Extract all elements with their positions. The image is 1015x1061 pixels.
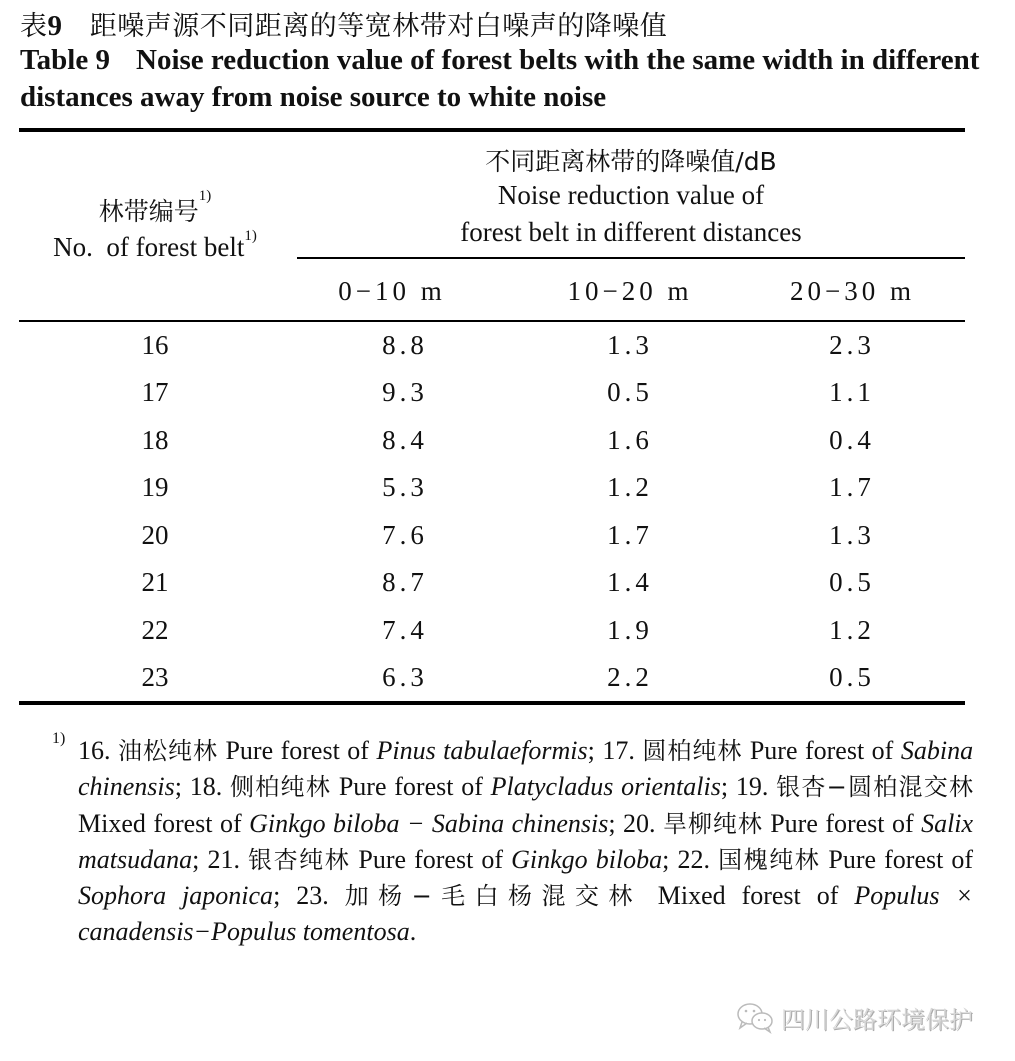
value-0-10: 6.3: [382, 662, 428, 692]
column-header-0-10: 0−10 m: [338, 276, 446, 306]
footnote-item: 22. 国槐纯林 Pure forest of Sophora japonica;: [78, 844, 974, 911]
value-0-10: 7.6: [382, 520, 428, 550]
column-header-20-30: 20−30 m: [790, 276, 915, 306]
forest-belt-no: 20: [141, 520, 169, 550]
value-10-20: 1.9: [607, 615, 653, 645]
value-20-30: 0.5: [829, 567, 875, 597]
value-10-20: 1.3: [607, 330, 653, 360]
footnote-item: 23. 加杨−毛白杨混交林 Mixed forest of Populus × canadensis−Populus tomentosa.: [78, 881, 974, 947]
value-0-10: 8.8: [382, 330, 428, 360]
table-caption-en: [20, 42, 980, 116]
value-10-20: 1.6: [607, 425, 653, 455]
wechat-icon: [735, 1002, 775, 1040]
forest-belt-no: 17: [141, 377, 169, 407]
row-header-en: No. of forest belt$^{1)}$: [53, 228, 257, 262]
value-20-30: 0.5: [829, 662, 875, 692]
header-bottom-rule: [19, 320, 965, 322]
value-0-10: 8.7: [382, 567, 428, 597]
caption-label-cn: 表: [20, 11, 48, 42]
value-20-30: 1.3: [829, 520, 875, 550]
footnote-item: 21. 银杏纯林 Pure forest of Ginkgo biloba;: [207, 844, 670, 874]
caption-title-cn: 距噪声源不同距离的等宽林带对白噪声的降噪值: [89, 11, 668, 42]
value-0-10: 7.4: [382, 615, 428, 645]
row-header-cn: 林带编号$^{1)}$: [98, 188, 212, 226]
value-10-20: 1.4: [607, 567, 653, 597]
top-rule: [19, 128, 965, 132]
value-0-10: 5.3: [382, 472, 428, 502]
value-0-10: 9.3: [382, 377, 428, 407]
value-20-30: 2.3: [829, 330, 875, 360]
value-20-30: 1.2: [829, 615, 875, 645]
caption-label-en: Table 9: [20, 44, 110, 76]
footnote-item: 20. 旱柳纯林 Pure forest of Salix matsudana;: [78, 808, 974, 874]
value-10-20: 2.2: [607, 662, 653, 692]
watermark: [735, 1000, 973, 1040]
footnote: [78, 733, 973, 950]
forest-belt-no: 23: [141, 662, 169, 692]
table-caption-cn: [20, 4, 667, 43]
forest-belt-no: 18: [141, 425, 169, 455]
group-header-cn: 不同距离林带的降噪值/dB: [485, 147, 777, 176]
value-10-20: 1.2: [607, 472, 653, 502]
watermark-text: 四川公路环境保护: [781, 1006, 973, 1034]
forest-belt-no: 19: [141, 472, 169, 502]
caption-title-en: Noise reduction value of forest belts with the same width in different distances away from noise source to white noise: [20, 44, 980, 113]
footnote-item: 18. 侧柏纯林 Pure forest of Platycladus orientalis;: [189, 772, 729, 802]
footnote-item: 19. 银杏−圆柏混交林 Mixed forest of Ginkgo biloba − Sabina chinensis;: [78, 772, 974, 838]
caption-number: 9: [47, 10, 63, 42]
footnote-item: 17. 圆柏纯林 Pure forest of Sabina chinensis;: [78, 736, 974, 802]
value-10-20: 0.5: [607, 377, 653, 407]
value-0-10: 8.4: [382, 425, 428, 455]
footnote-mark: 1): [52, 730, 66, 747]
group-header-rule: [297, 257, 965, 259]
forest-belt-no: 16: [141, 330, 169, 360]
bottom-rule: [19, 701, 965, 705]
value-20-30: 1.7: [829, 472, 875, 502]
group-header-en-line2: forest belt in different distances: [460, 217, 802, 247]
value-10-20: 1.7: [607, 520, 653, 550]
group-header-en-line1: Noise reduction value of: [497, 180, 765, 210]
value-20-30: 0.4: [829, 425, 875, 455]
column-header-10-20: 10−20 m: [567, 276, 693, 306]
forest-belt-no: 22: [141, 615, 169, 645]
forest-belt-no: 21: [141, 567, 169, 597]
footnote-item: 16. 油松纯林 Pure forest of Pinus tabulaeformis;: [78, 736, 595, 765]
value-20-30: 1.1: [829, 377, 875, 407]
